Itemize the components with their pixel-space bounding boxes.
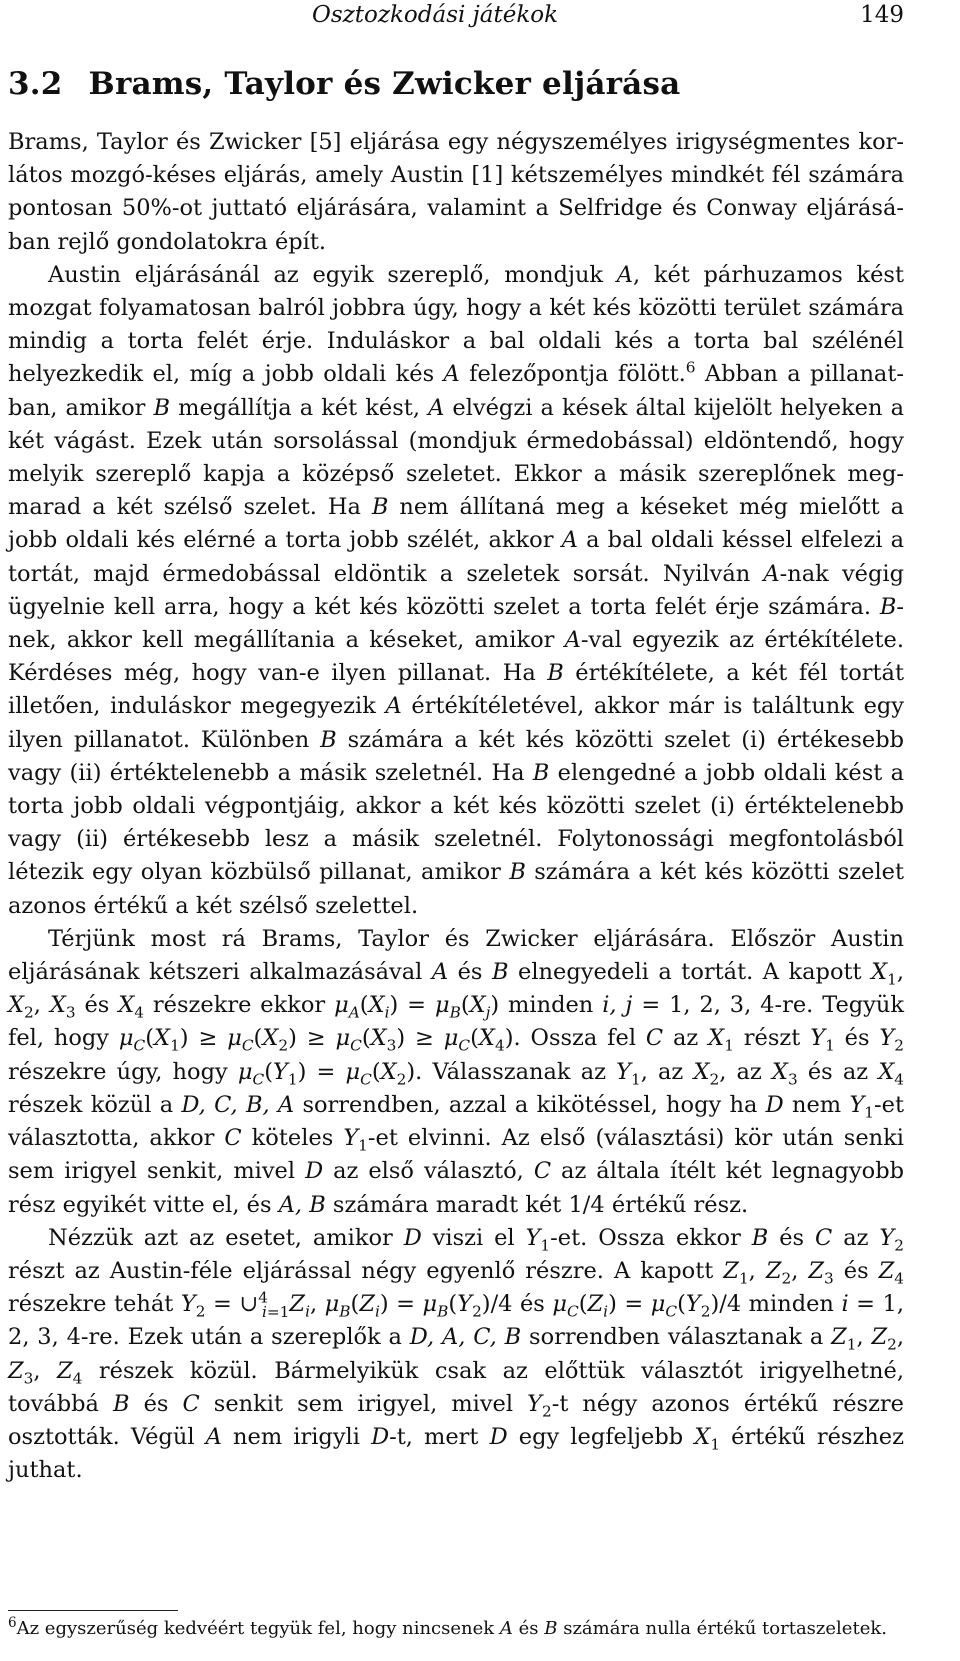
paragraph-procedure: Térjünk most rá Brams, Taylor és Zwicker eljárására. Először Austin eljárásának kétszeri alkalmazásával A és B elnegyedeli a tortát. A kapott $X_1$, $X_2$, $X_3$ és $X_4$ részekre ekkor $\mu_A(X_i) = \mu_B(X_j)$ minden i, j = 1, 2, 3, 4-re. Tegyük fel, hogy $\mu_C(X_1) \ge \mu_C(X_2) \ge \mu_C(X_3) \ge \mu_C(X_4)$. Ossza fel C az $X_1$ részt $Y_1$ és $Y_2$ részekre úgy, hogy $\mu_C(Y_1) = \mu_C(X_2)$. Válasszanak az $Y_1$, az $X_2$, az $X_3$ és az $X_4$ részek közül a D, C, B, A sorrendben, azzal a kikötéssel, hogy ha D nem $Y_1-et$ választotta, akkor C köteles $Y_1-et$ elvinni. Az első (választási) kör után senki sem irigyel senkit, mivel D az első választó, C az általa ítélt két legnagyobb rész egyikét vitte el, és A, B számára maradt két 1/4 értékű rész. xyxy=(8,925,905,1218)
paragraph-austin: Austin eljárásánál az egyik szereplő, mondjuk A, két párhuzamos kést mozgat folyamatosan balról jobbra úgy, hogy a két kés közötti terület számára mindig a torta felét érje. Induláskor a bal oldali kés a torta bal szélénél helyezkedik el, míg a jobb oldali kés A felezőpontja fölött.$^6$ Abban a pillanatban, amikor B megállítja a két kést, A elvégzi a kések által kijelölt helyeken a két vágást. Ezek után sorsolással (mondjuk érmedobással) eldöntendő, hogy melyik szereplő kapja a középső szeletet. Ekkor a másik szereplőnek megmarad a két szélső szelet. Ha B nem állítaná meg a késeket még mielőtt a jobb oldali kés elérné a torta jobb szélét, akkor A a bal oldali késsel elfelezi a tortát, majd érmedobással eldöntik a szeletek sorsát. Nyilván A-nak végig ügyelnie kell arra, hogy a két kés közötti szelet a torta felét érje számára. B-nek, akkor kell megállítania a késeket, amikor A-val egyezik az értékítélete. Kérdéses még, hogy van-e ilyen pillanat. Ha B értékítélete, a két fél tortát illetően, induláskor megegyezik A értékítéletével, akkor már is találtunk egy ilyen pillanatot. Különben B számára a két kés közötti szelet (i) értékesebb vagy (ii) értéktelenebb a másik szeletnél. Ha B elengedné a jobb oldali kést a torta jobb oldali végpontjáig, akkor a két kés közötti szelet (i) értéktelenebb vagy (ii) értékesebb lesz a másik szeletnél. Folytonossági megfontolásból létezik egy olyan közbülső pillanat, amikor B számára a két kés közötti szelet azonos értékű a két szélső szelettel. xyxy=(8,261,904,919)
running-head xyxy=(0,0,904,30)
footnote: $^6$Az egyszerűség kedvéért tegyük fel, hogy nincsenek A és B számára nulla értékű tortaszeletek. xyxy=(8,1615,887,1639)
running-head-title: Osztozkodási játékok xyxy=(312,2,559,28)
section-heading xyxy=(8,68,904,101)
page-number: 149 xyxy=(860,2,904,28)
section-title: Brams, Taylor és Zwicker eljárása xyxy=(88,66,681,102)
paragraph-case: Nézzük azt az esetet, amikor D viszi el $Y_1-et$. Ossza ekkor B és C az $Y_2$ részt az Austin-féle eljárással négy egyenlő részre. A kapott $Z_1$, $Z_2$, $Z_3$ és $Z_4$ részekre tehát $Y_2$ = $\cup^4_{i=1}Z_i$, $\mu_B(Z_i) = \mu_B(Y_2)/4$ és $\mu_C(Z_i) = \mu_C(Y_2)/4$ minden i = 1, 2, 3, 4-re. Ezek után a szereplők a D, A, C, B sorrendben választanak a $Z_1$, $Z_2$, $Z_3$, $Z_4$ részek közül. Bármelyikük csak az előttük választót irigyelhetné, továbbá B és C senkit sem irigyel, mivel $Y_2-t$ négy azonos értékű részre osztották. Végül A nem irigyli D-t, mert D egy legfeljebb $X_1$ értékű részhez juthat. xyxy=(8,1224,905,1484)
paragraph-intro: Brams, Taylor és Zwicker [5] eljárása egy négyszemélyes irigységmentes korlátos mozgó-késes eljárás, amely Austin [1] kétszemélyes mindkét fél számára pontosan 50%-ot juttató eljárására, valamint a Selfridge és Conway eljárásában rejlő gondolatokra épít. xyxy=(8,129,904,255)
body-text xyxy=(8,126,904,1487)
footnote-rule xyxy=(8,1610,178,1611)
section-number: 3.2 xyxy=(8,66,63,102)
